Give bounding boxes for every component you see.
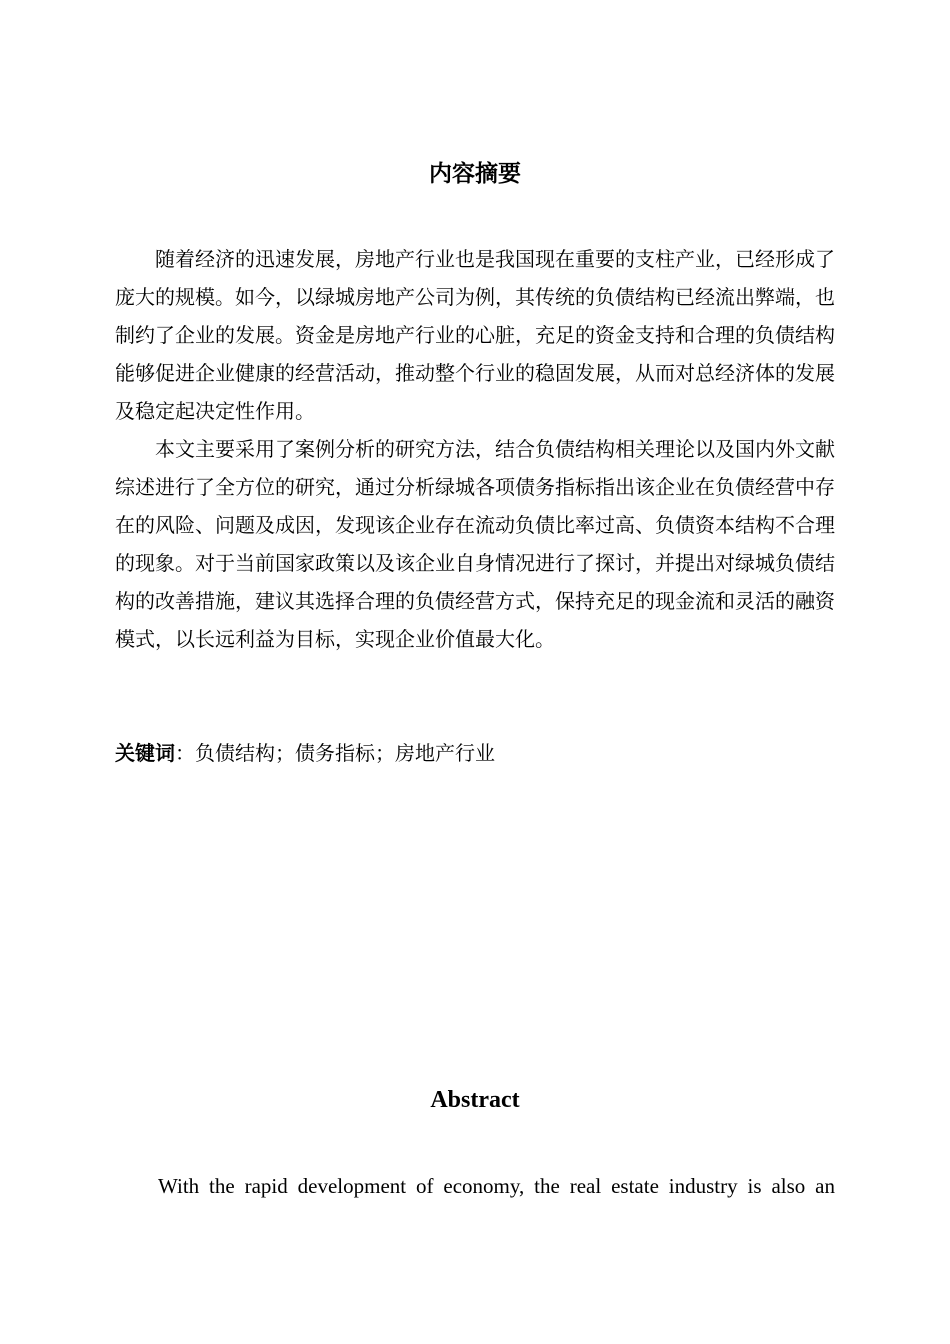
chinese-abstract-paragraph-2: 本文主要采用了案例分析的研究方法，结合负债结构相关理论以及国内外文献综述进行了全方位的研究，通过分析绿城各项债务指标指出该企业在负债经营中存在的风险、问题及成因，发现该企业存在流动负债比率过高、负债资本结构不合理的现象。对于当前国家政策以及该企业自身情况进行了探讨，并提出对绿城负债结构的改善措施，建议其选择合理的负债经营方式，保持充足的现金流和灵活的融资模式，以长远利益为目标，实现企业价值最大化。	[115, 437, 835, 651]
english-abstract-title: Abstract	[430, 1087, 520, 1113]
english-abstract-paragraph-1: With the rapid development of economy, the real estate industry is also an	[158, 1174, 835, 1198]
chinese-abstract-paragraph-1: 随着经济的迅速发展，房地产行业也是我国现在重要的支柱产业，已经形成了庞大的规模。如今，以绿城房地产公司为例，其传统的负债结构已经流出弊端，也制约了企业的发展。资金是房地产行业的心脏，充足的资金支持和合理的负债结构能够促进企业健康的经营活动，推动整个行业的稳固发展，从而对总经济体的发展及稳定起决定性作用。	[115, 247, 835, 423]
keywords-values: 负债结构；债务指标；房地产行业	[195, 741, 495, 765]
keywords-line	[115, 734, 835, 772]
chinese-abstract-body	[115, 240, 835, 658]
english-abstract-body	[115, 1167, 835, 1205]
chinese-abstract-title: 内容摘要	[429, 161, 521, 187]
keywords-separator: ：	[175, 741, 195, 765]
keywords-label: 关键词	[115, 741, 175, 765]
